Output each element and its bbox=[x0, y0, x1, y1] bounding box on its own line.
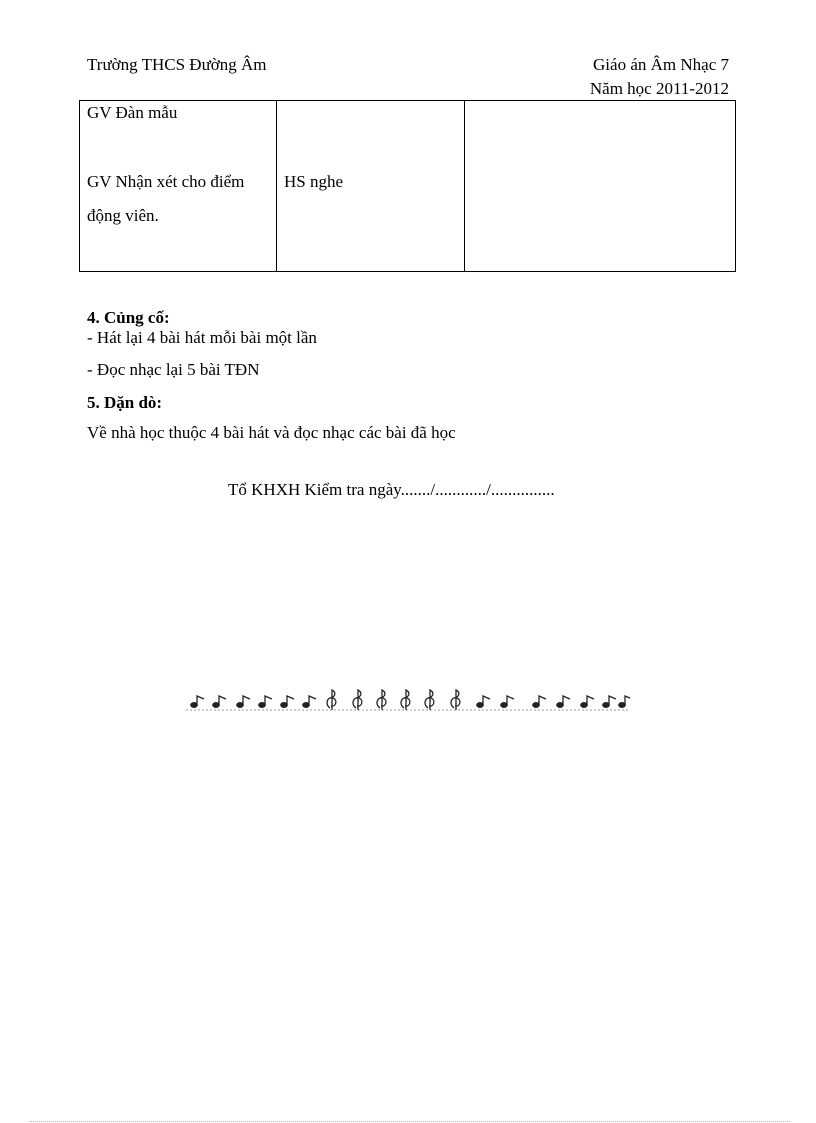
school-year: Năm học 2011-2012 bbox=[589, 79, 729, 98]
student-activity-cell bbox=[277, 101, 465, 272]
music-notes-border-icon bbox=[186, 684, 630, 714]
subject-title: Giáo án Âm Nhạc 7 bbox=[593, 55, 729, 74]
teacher-comment-line1: GV Nhận xét cho điểm bbox=[87, 172, 245, 191]
school-name: Trường THCS Đường Âm bbox=[87, 55, 267, 74]
consolidation-heading: 4. Củng cố: bbox=[87, 308, 170, 327]
check-date-line: Tổ KHXH Kiểm tra ngày......./............/............... bbox=[228, 480, 555, 499]
notes-cell bbox=[465, 101, 736, 272]
teacher-play-text: GV Đàn mẫu bbox=[87, 103, 178, 122]
homework-text: Về nhà học thuộc 4 bài hát và đọc nhạc các bài đã học bbox=[87, 423, 456, 442]
homework-heading: 5. Dặn dò: bbox=[87, 393, 163, 412]
consolidation-item-2: - Đọc nhạc lại 5 bài TĐN bbox=[87, 360, 260, 379]
consolidation-item-1: - Hát lại 4 bài hát mỗi bài một lần bbox=[87, 328, 317, 347]
student-activity-text: HS nghe bbox=[284, 172, 344, 191]
lesson-table bbox=[79, 100, 736, 272]
teacher-activity-cell bbox=[80, 101, 277, 272]
page-bottom-dotted-line bbox=[30, 1121, 790, 1122]
table-row bbox=[80, 101, 736, 272]
teacher-comment-line2: động viên. bbox=[87, 206, 159, 225]
